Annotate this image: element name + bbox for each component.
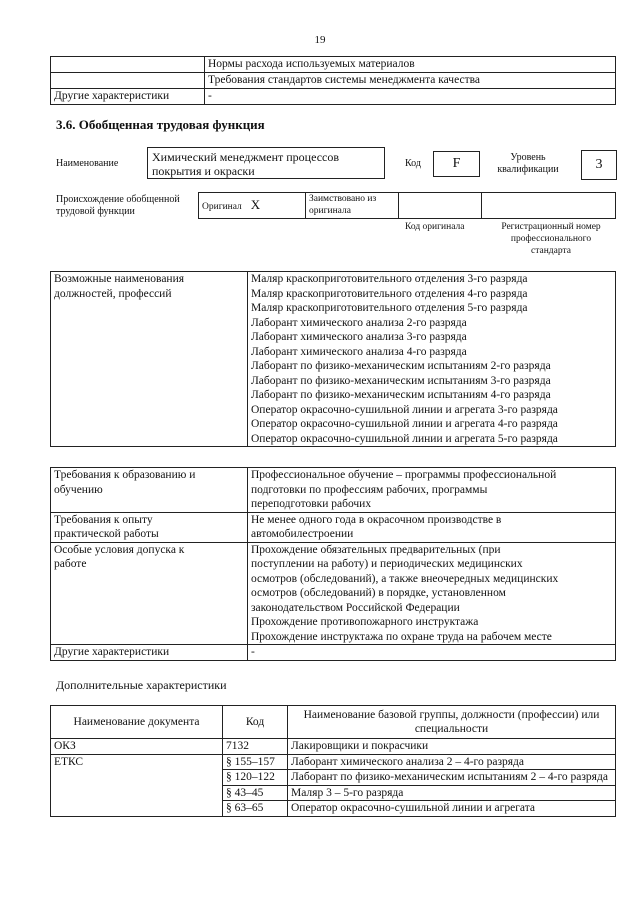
doc-cell: ОКЗ [51,739,223,755]
name-cell: Оператор окрасочно-сушильной линии и агрегата [288,801,616,817]
position-item: Маляр краскоприготовительного отделения 5-го разряда [251,302,528,314]
page-number: 19 [314,34,326,46]
name-label: Наименование [56,158,119,169]
requirements-table [50,467,616,661]
positions-label: Возможные наименования должностей, профессий [51,272,248,447]
name-value-box [147,147,385,179]
name-value: Химический менеджмент процессов покрытия и окраски [152,150,340,178]
position-item: Лаборант по физико-механическим испытаниям 3-го разряда [251,374,551,387]
level-label: Уровень квалификации [497,152,559,175]
position-item: Оператор окрасочно-сушильной линии и агрегата 4-го разряда [251,418,558,430]
header-document: Наименование документа [51,706,223,739]
top-table [50,56,616,105]
top-other-label: Другие характеристики [51,89,205,105]
position-item: Оператор окрасочно-сушильной линии и агрегата 5-го разряда [251,432,558,445]
education-value: Профессиональное обучение – программы профессиональной подготовки по профессиям рабочих, программы переподготовки рабочих [248,468,616,513]
other-label: Другие характеристики [51,645,248,661]
positions-table [50,271,616,447]
additional-title: Дополнительные характеристики [56,678,227,692]
position-item: Маляр краскоприготовительного отделения 3-го разряда [251,273,528,285]
name-cell: Маляр 3 – 5-го разряда [288,785,616,801]
positions-list [248,272,616,447]
code-cell: § 120–122 [223,770,288,786]
code-cell: 7132 [223,739,288,755]
position-item: Лаборант химического анализа 2-го разряда [251,316,467,329]
header-name: Наименование базовой группы, должности (профессии) или специальности [288,706,616,739]
additional-table [50,705,616,817]
level-value-box [581,150,617,180]
position-item: Лаборант по физико-механическим испытаниям 2-го разряда [251,360,551,372]
position-item: Лаборант химического анализа 3-го разряда [251,331,467,343]
position-item: Оператор окрасочно-сушильной линии и агрегата 3-го разряда [251,403,558,416]
name-cell: Лакировщики и покрасчики [288,739,616,755]
experience-label: Требования к опыту практической работы [51,512,248,542]
admission-value: Прохождение обязательных предварительных (при поступлении на работу) и периодических медицинских осмотров (обследований), а также внеочередных медицинских осмотров (обследований) в порядке, установленном законодательством Российской Федерации Прохождение противопожарного инструктажа Прохождение инструктажа по охране труда на рабочем месте [248,542,616,645]
original-mark: X [250,196,261,212]
reg-number-caption: Регистрационный номер профессионального стандарта [501,222,601,256]
top-row-2: Требования стандартов системы менеджмента качества [205,73,616,89]
name-cell: Лаборант по физико-механическим испытаниям 2 – 4-го разряда [288,770,616,786]
borrowed-label: Заимствовано из [309,194,377,204]
origin-table: Оригинал X Заимствовано из оригинала [198,192,616,219]
doc-cell: ЕТКС [51,754,223,816]
position-item: Лаборант химического анализа 4-го разряда [251,345,467,358]
code-cell: § 155–157 [223,754,288,770]
original-label: Оригинал [202,201,242,212]
code-original-caption: Код оригинала [405,222,465,232]
origin-label: Происхождение обобщенной трудовой функции [56,194,180,217]
code-label: Код [405,158,421,169]
name-cell: Лаборант химического анализа 2 – 4-го разряда [288,754,616,770]
education-label: Требования к образованию и обучению [51,468,248,513]
position-item: Лаборант по физико-механическим испытаниям 4-го разряда [251,389,551,401]
code-value: F [452,156,461,171]
top-other-value: - [205,89,616,105]
experience-value: Не менее одного года в окрасочном производстве в автомобилестроении [248,512,616,542]
code-cell: § 43–45 [223,785,288,801]
level-value: 3 [595,157,603,172]
position-item: Маляр краскоприготовительного отделения 4-го разряда [251,287,528,300]
reg-number-cell [482,193,616,219]
header-code: Код [223,706,288,739]
section-title: 3.6. Обобщенная трудовая функция [56,117,265,132]
code-original-cell [399,193,482,219]
top-row-1: Нормы расхода используемых материалов [205,57,616,73]
code-cell: § 63–65 [223,801,288,817]
admission-label: Особые условия допуска к работе [51,542,248,645]
other-value: - [248,645,616,661]
code-value-box [433,151,480,177]
